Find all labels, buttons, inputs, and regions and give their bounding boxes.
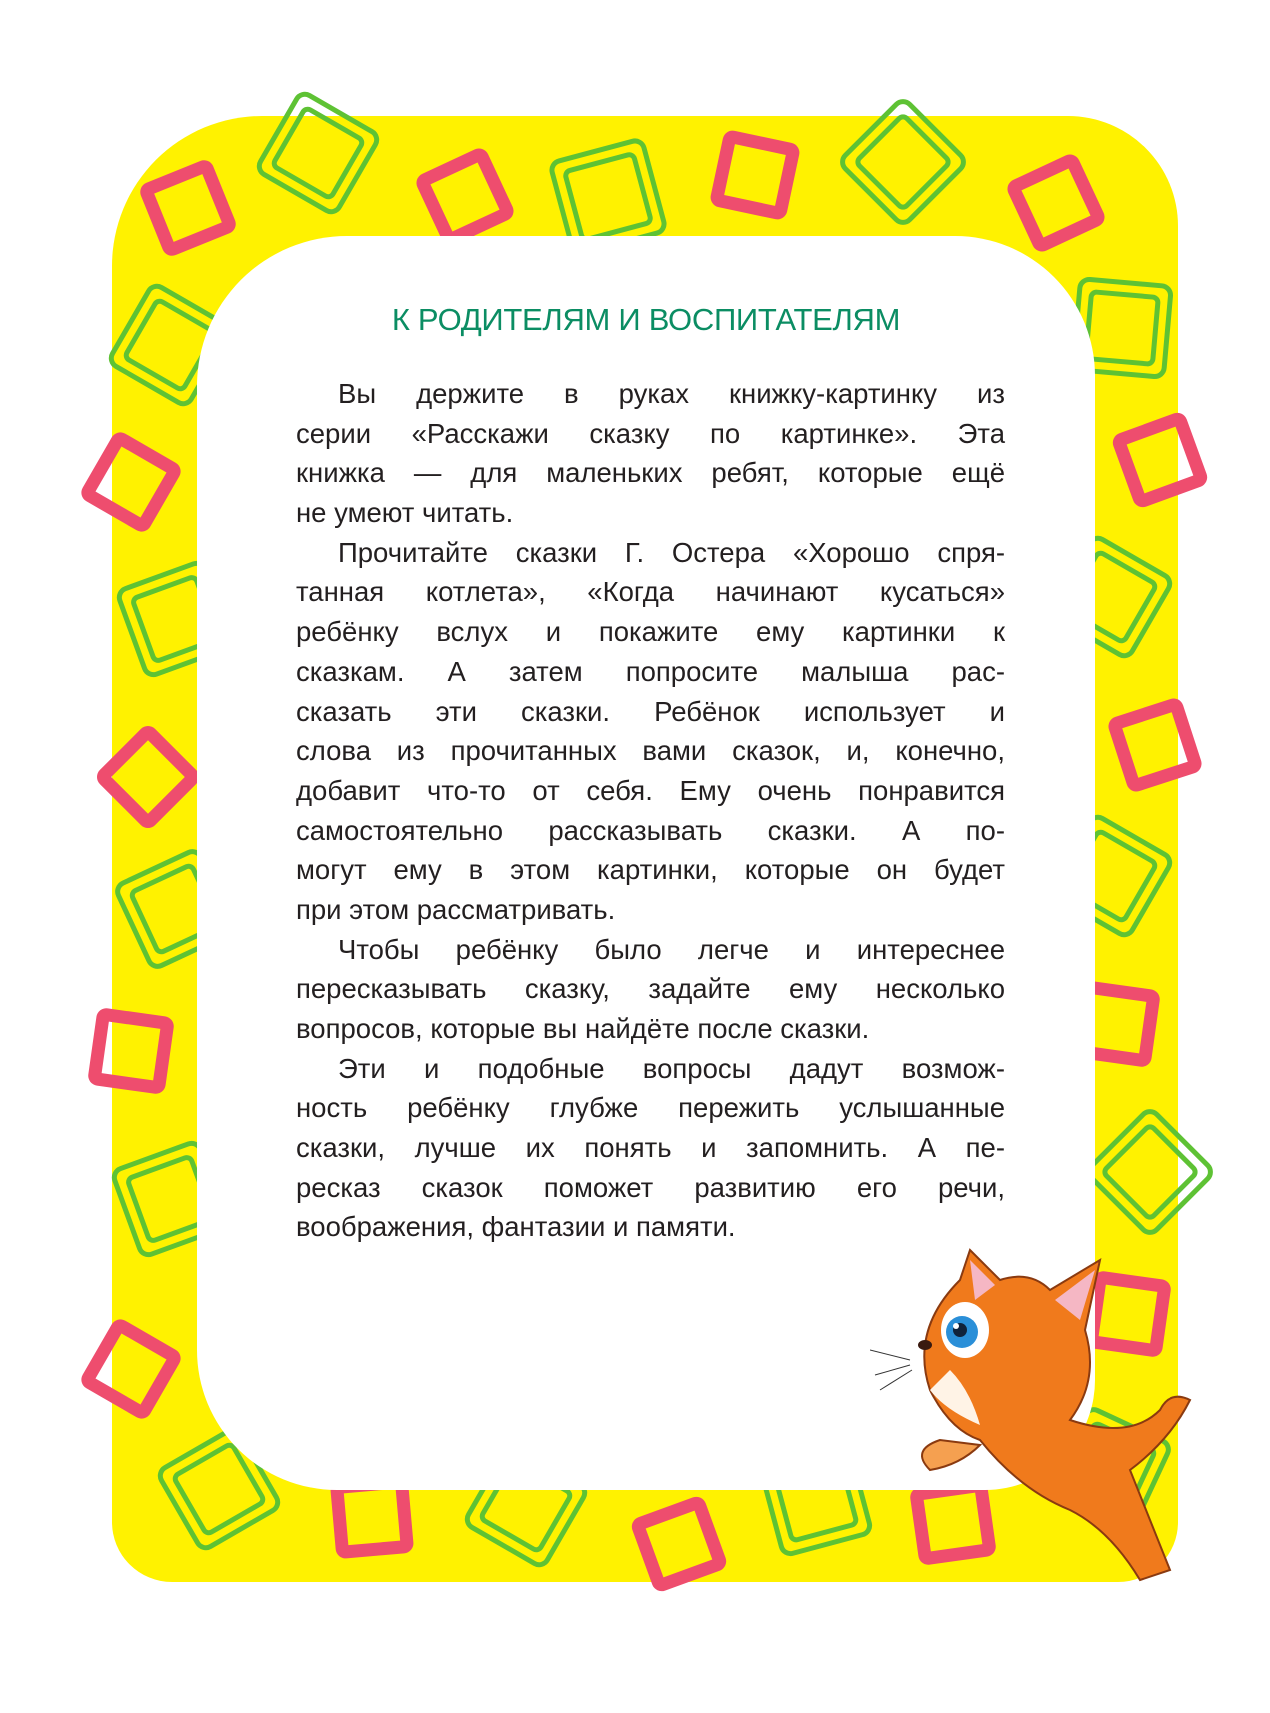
text-line: книжка — для маленьких ребят, которые ещё (296, 457, 1005, 489)
pink-square-decoration (87, 1007, 175, 1095)
text-line: самостоятельно рассказывать сказки. А по- (296, 814, 1005, 846)
text-line: пересказывать сказку, задайте ему несколько (296, 973, 1005, 1005)
text-line: ребёнку вслух и покажите ему картинки к (296, 616, 1005, 648)
text-line: добавит что-то от себя. Ему очень понравится (296, 774, 1005, 806)
body-text (296, 374, 1005, 1247)
text-line: Эти и подобные вопросы дадут возмож- (338, 1052, 1005, 1084)
text-line: Вы держите в руках книжку-картинку из (338, 378, 1005, 409)
text-line: сказать эти сказки. Ребёнок использует и (296, 695, 1005, 727)
text-line: слова из прочитанных вами сказок, и, конечно, (296, 735, 1005, 767)
text-line: воображения, фантазии и памяти. (296, 1211, 736, 1243)
text-line: не умеют читать. (296, 497, 514, 529)
text-line: серии «Расскажи сказку по картинке». Эта (296, 417, 1005, 449)
pink-square-decoration (709, 129, 802, 222)
text-line: сказкам. А затем попросите малыша рас- (296, 655, 1005, 687)
page-title: К РОДИТЕЛЯМ И ВОСПИТАТЕЛЯМ (391, 302, 901, 337)
text-line: ность ребёнку глубже пережить услышанные (296, 1092, 1005, 1124)
text-line: при этом рассматривать. (296, 893, 616, 925)
kitten-illustration (870, 1240, 1200, 1600)
text-line: Чтобы ребёнку было легче и интереснее (338, 933, 1005, 965)
text-line: сказки, лучше их понять и запомнить. А пе- (296, 1132, 1005, 1164)
text-line: вопросов, которые вы найдёте после сказки. (296, 1013, 870, 1044)
text-line: ресказ сказок поможет развитию его речи, (296, 1171, 1005, 1203)
text-line: могут ему в этом картинки, которые он будет (296, 854, 1005, 886)
text-line: Прочитайте сказки Г. Остера «Хорошо спря- (338, 536, 1005, 568)
text-line: танная котлета», «Когда начинают кусаться» (296, 576, 1005, 608)
